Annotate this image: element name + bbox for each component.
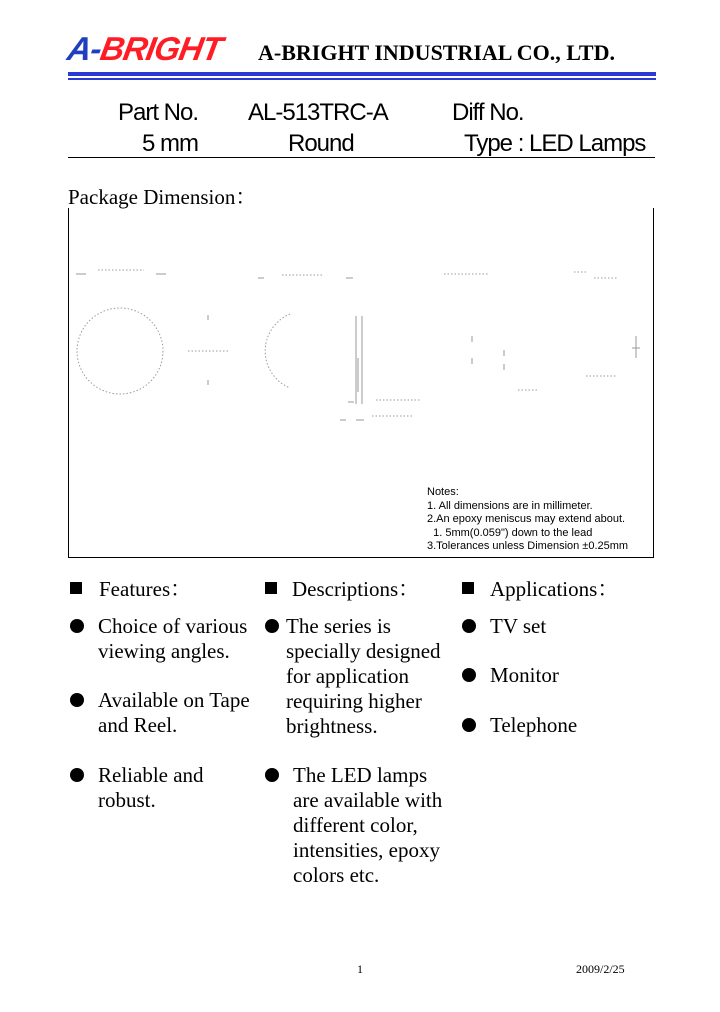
feature-item: Reliable and robust. [70, 763, 204, 813]
lamp-size: 5 mm [142, 130, 198, 157]
logo-text: A-BRIGHT [64, 30, 225, 67]
lamp-type: Type : LED Lamps [464, 130, 646, 157]
header-rule-thin [68, 78, 656, 80]
bullet-icon [265, 619, 279, 633]
package-dimension-title: Package Dimension： [68, 185, 257, 209]
note-3: 3.Tolerances unless Dimension ±0.25mm [427, 540, 629, 552]
company-name: A-BRIGHT INDUSTRIAL CO., LTD. [258, 40, 615, 65]
square-bullet-icon [462, 582, 474, 594]
page-number: 1 [357, 962, 363, 976]
document-date: 2009/2/25 [576, 962, 625, 976]
square-bullet-icon [265, 582, 277, 594]
feature-item: Choice of various viewing angles. [70, 614, 247, 664]
bullet-icon [462, 718, 476, 732]
company-logo [65, 30, 225, 68]
application-item: TV set [462, 614, 546, 639]
bullet-icon [70, 619, 84, 633]
bullet-icon [462, 668, 476, 682]
note-2-cont: 1. 5mm(0.059") down to the lead [427, 526, 593, 539]
notes-heading: Notes: [427, 486, 459, 498]
application-item: Telephone [462, 713, 577, 738]
note-1: 1. All dimensions are in millimeter. [427, 499, 593, 512]
description-item: The series is specially designed for application requiring higher brightness. [265, 614, 441, 739]
applications-heading: Applications： [462, 573, 618, 603]
top-view-circle [77, 308, 163, 394]
header-rule-thick [68, 72, 656, 76]
dimension-notes [427, 486, 628, 554]
descriptions-heading: Descriptions： [265, 573, 419, 603]
part-separator [68, 157, 655, 158]
feature-item: Available on Tape and Reel. [70, 688, 250, 738]
part-number: AL-513TRC-A [248, 99, 388, 126]
square-bullet-icon [70, 582, 82, 594]
part-label: Part No. [118, 99, 199, 126]
bullet-icon [265, 768, 279, 782]
bullet-icon [70, 693, 84, 707]
description-item: The LED lamps are available with different color, intensities, epoxy colors etc. [265, 763, 442, 888]
application-item: Monitor [462, 663, 559, 688]
bullet-icon [70, 768, 84, 782]
note-2: 2.An epoxy meniscus may extend about. [427, 513, 626, 525]
dimension-drawing [68, 208, 654, 488]
features-heading: Features： [70, 573, 191, 603]
diff-label: Diff No. [452, 99, 524, 126]
lamp-shape: Round [288, 130, 354, 157]
bullet-icon [462, 619, 476, 633]
side-view-arc [265, 314, 290, 388]
